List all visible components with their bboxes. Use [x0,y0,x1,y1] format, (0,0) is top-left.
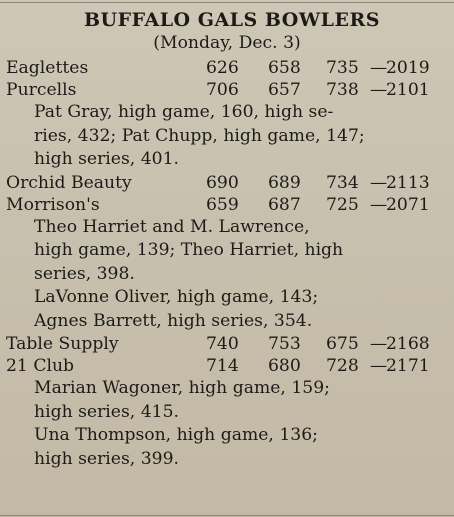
dash-separator: — [370,58,388,78]
note-line: high series, 415. [34,401,179,422]
game-2-score: 689 [268,172,301,193]
article-body [6,57,450,471]
game-1-score: 626 [206,58,239,78]
note-line: Marian Wagoner, high game, 159; [34,378,330,398]
series-total: 2113 [386,172,430,193]
game-3-score: 728 [326,356,359,376]
game-1-score: 740 [206,334,239,354]
team-name: Orchid Beauty [6,172,132,193]
dash-separator: — [370,80,388,100]
series-total: 2168 [386,334,430,354]
note-line: high series, 401. [34,149,179,169]
game-3-score: 725 [326,194,359,215]
top-rule [0,2,454,3]
note-line: Una Thompson, high game, 136; [34,425,318,445]
note-line: Pat Gray, high game, 160, high se- [34,102,334,122]
score-row [6,79,450,101]
article-header [0,8,454,55]
note-line: LaVonne Oliver, high game, 143; [34,287,319,307]
note-line: series, 398. [34,263,135,284]
high-scores-note [6,377,450,424]
game-1-score: 706 [206,80,239,100]
game-1-score: 714 [206,356,239,376]
dash-separator: — [370,356,388,376]
dash-separator: — [370,194,388,215]
bottom-rule [0,515,454,516]
series-total: 2171 [386,356,430,376]
game-3-score: 738 [326,80,359,100]
team-name: Eaglettes [6,58,89,78]
score-row [6,333,450,355]
game-2-score: 658 [268,58,301,78]
game-1-score: 659 [206,194,239,215]
high-scores-note [6,216,450,287]
team-name: Purcells [6,80,77,100]
team-name: Morrison's [6,194,100,215]
note-line: high game, 139; Theo Harriet, high [34,240,344,260]
game-3-score: 675 [326,334,359,354]
game-2-score: 687 [268,194,301,215]
game-1-score: 690 [206,172,239,193]
score-row [6,57,450,79]
note-line: ries, 432; Pat Chupp, high game, 147; [34,125,365,146]
series-total: 2019 [386,58,430,78]
score-row [6,194,450,216]
game-2-score: 680 [268,356,301,376]
series-total: 2071 [386,194,430,215]
high-scores-note [6,101,450,172]
headline: BUFFALO GALS BOWLERS [83,9,381,31]
note-line: Theo Harriet and M. Lawrence, [34,216,310,237]
dash-separator: — [370,334,388,354]
game-3-score: 735 [326,58,359,78]
high-scores-note [6,424,450,471]
score-row [6,355,450,377]
game-3-score: 734 [326,172,359,193]
team-name: 21 Club [6,356,75,376]
score-row [6,172,450,194]
series-total: 2101 [386,80,430,100]
game-2-score: 753 [268,334,301,354]
dash-separator: — [370,172,388,193]
team-name: Table Supply [6,334,119,354]
game-2-score: 657 [268,80,301,100]
high-scores-note [6,286,450,333]
dateline: (Monday, Dec. 3) [153,33,301,53]
note-line: Agnes Barrett, high series, 354. [34,310,313,331]
note-line: high series, 399. [34,448,179,469]
